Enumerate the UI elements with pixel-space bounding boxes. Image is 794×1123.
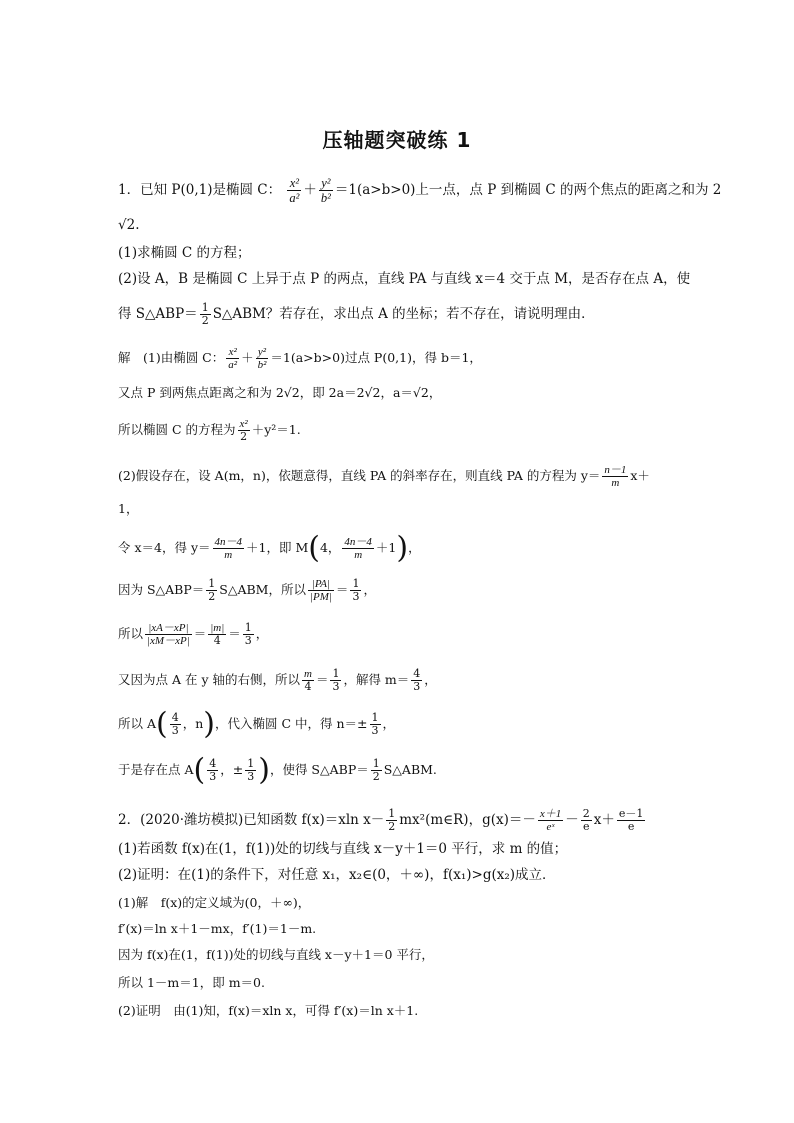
numerator: e－1 — [618, 807, 644, 820]
denominator: 2 — [240, 430, 248, 443]
denominator: e — [582, 820, 590, 833]
text: ± — [232, 762, 244, 777]
fraction — [302, 668, 314, 693]
solution-1-line-11 — [118, 752, 437, 788]
denominator: 3 — [209, 770, 217, 783]
denominator: 3 — [352, 590, 360, 603]
text: ＝ — [193, 626, 207, 641]
numerator: 1 — [201, 301, 209, 314]
denominator: 4 — [304, 680, 312, 693]
comma: ， — [220, 762, 233, 777]
text: ，n — [182, 716, 204, 731]
text: 1 — [348, 182, 357, 198]
denominator: e — [627, 820, 635, 833]
problem-1-line-2: √2. — [118, 217, 140, 233]
numerator: 1 — [208, 577, 216, 590]
text: ＝ — [335, 582, 349, 597]
fraction — [411, 668, 422, 693]
plus-sign: ＋ — [241, 350, 254, 365]
fraction — [208, 622, 226, 647]
fraction — [617, 808, 646, 833]
fraction — [581, 808, 592, 833]
solution-2-line-2: f′(x)＝ln x＋1－mx，f′(1)＝1－m. — [118, 921, 317, 936]
solution-1-line-3 — [118, 418, 301, 443]
text: 又因为点 A 在 y 轴的右侧，所以 — [118, 672, 300, 687]
denominator: b² — [320, 191, 331, 205]
solution-1-line-7 — [118, 578, 376, 603]
problem-1-line-1 — [118, 176, 721, 205]
denominator: m — [354, 549, 363, 561]
fraction — [371, 758, 382, 783]
fraction — [256, 346, 269, 371]
solution-2-line-4: 所以 1－m＝1，即 m＝0. — [118, 975, 265, 990]
numerator: 1 — [388, 807, 396, 820]
text: 因为 S△ABP＝ — [118, 582, 205, 597]
text: ＋1，即 M — [246, 540, 309, 555]
numerator: 4n－4 — [214, 536, 243, 548]
numerator: 4n－4 — [344, 536, 372, 548]
text: (2)假设存在，设 A(m，n)，依题意得，直线 PA 的斜率存在，则直线 PA 的方程为 y＝ — [118, 468, 601, 483]
solution-1-line-2: 又点 P 到两焦点距离之和为 2√2，即 2a＝2√2，a＝√2， — [118, 385, 442, 400]
text: ，使得 S△ABP＝ — [269, 762, 369, 777]
denominator: 3 — [244, 634, 252, 647]
denominator: 2 — [372, 770, 380, 783]
solution-1-line-6 — [118, 530, 421, 566]
numerator: x² — [239, 418, 248, 430]
solution-2-line-5: (2)证明 由(1)知，f(x)＝xln x，可得 f′(x)＝ln x＋1. — [118, 1003, 419, 1018]
left-paren: ( — [193, 752, 206, 788]
numerator: |PA| — [308, 578, 334, 591]
denominator: 4 — [213, 634, 221, 647]
text: (a>b>0)上一点，点 P 到椭圆 C 的两个焦点的距离之和为 2 — [356, 182, 722, 198]
text: 得 S△ABP＝ — [118, 306, 198, 322]
text: ＝1(a>b>0)过点 P(0,1)，得 b＝1， — [270, 350, 482, 365]
denominator: m — [611, 477, 620, 489]
equals-sign: ＝ — [334, 182, 349, 198]
text: 令 x＝4，得 y＝ — [118, 540, 211, 555]
numerator: m — [303, 668, 312, 680]
problem-2-part-2: (2)证明：在(1)的条件下，对任意 x₁，x₂∈(0，＋∞)，f(x₁)>g(x₂)成立． — [118, 867, 556, 883]
minus-sign: － — [565, 812, 579, 828]
solution-2-line-3: 因为 f(x)在(1，f(1))处的切线与直线 x－y＋1＝0 平行， — [118, 947, 434, 962]
numerator: y² — [256, 346, 269, 359]
text: ，解得 m＝ — [343, 672, 410, 687]
fraction — [170, 712, 181, 737]
fraction — [287, 176, 301, 205]
numerator: 4 — [209, 757, 217, 770]
numerator: |xA－xP| — [145, 622, 192, 635]
text: x＋ — [593, 812, 615, 828]
fraction — [308, 578, 334, 603]
fraction — [200, 302, 211, 327]
fraction — [319, 176, 333, 205]
comma: ， — [382, 716, 396, 731]
numerator: 1 — [352, 577, 360, 590]
solution-1-line-4 — [118, 464, 650, 489]
solution-1-line-8 — [118, 622, 268, 647]
denominator: 3 — [247, 770, 255, 783]
text: ＝ — [228, 626, 241, 641]
text: 2．(2020·潍坊模拟)已知函数 f(x)＝xln x－ — [118, 812, 385, 828]
comma: ， — [255, 626, 269, 641]
fraction — [245, 758, 256, 783]
text: 1．已知 P(0,1)是椭圆 C： — [118, 182, 282, 198]
numerator: 2 — [582, 807, 590, 820]
solution-1-line-1 — [118, 346, 482, 371]
left-paren: ( — [156, 706, 168, 742]
numerator: 1 — [247, 757, 255, 770]
right-paren: ) — [396, 530, 409, 566]
text: 所以椭圆 C 的方程为 — [118, 422, 236, 437]
fraction — [145, 622, 192, 647]
denominator: b² — [257, 359, 267, 371]
fraction — [213, 536, 245, 561]
denominator: |xM－xP| — [147, 635, 190, 647]
solution-2-line-1: (1)解 f(x)的定义域为(0，＋∞)， — [118, 895, 311, 910]
solution-1-line-5: 1， — [118, 501, 139, 516]
comma: ， — [408, 540, 421, 555]
fraction — [350, 578, 361, 603]
text: 所以 — [118, 626, 144, 641]
numerator: 4 — [171, 711, 179, 724]
right-paren: ) — [258, 752, 270, 788]
fraction — [243, 622, 254, 647]
denominator: 3 — [413, 680, 421, 693]
fraction — [370, 712, 381, 737]
numerator: 1 — [371, 711, 379, 724]
left-paren: ( — [308, 530, 320, 566]
numerator: x² — [226, 346, 239, 359]
numerator: y² — [319, 176, 333, 191]
fraction — [238, 418, 250, 443]
denominator: 3 — [171, 724, 179, 737]
numerator: 1 — [332, 667, 340, 680]
denominator: eˣ — [546, 821, 555, 833]
problem-2-part-1: (1)若函数 f(x)在(1，f(1))处的切线与直线 x－y＋1＝0 平行，求 m 的值； — [118, 841, 568, 857]
comma: ， — [424, 672, 437, 687]
fraction — [226, 346, 239, 371]
problem-1-part-1: (1)求椭圆 C 的方程； — [118, 245, 251, 261]
fraction — [207, 758, 218, 783]
denominator: 3 — [332, 680, 340, 693]
denominator: 2 — [208, 590, 216, 603]
numerator: n－1 — [604, 464, 627, 476]
text: ，代入椭圆 C 中，得 n＝± — [215, 716, 368, 731]
text: ＋1 — [375, 540, 397, 555]
denominator: 3 — [371, 724, 379, 737]
problem-1-part-2-cont — [118, 302, 595, 327]
numerator: x＋1 — [539, 808, 562, 820]
numerator: 1 — [244, 621, 252, 634]
text: 解 (1)由椭圆 C： — [118, 350, 225, 365]
text: x＋ — [630, 468, 650, 483]
numerator: 4 — [413, 667, 421, 680]
fraction — [330, 668, 341, 693]
denominator: |PM| — [309, 591, 332, 603]
text: 所以 A — [118, 716, 157, 731]
problem-2-line-1 — [118, 808, 647, 833]
text: 于是存在点 A — [118, 762, 194, 777]
numerator: |m| — [210, 622, 225, 634]
fraction — [342, 536, 374, 561]
numerator: 1 — [372, 757, 380, 770]
fraction — [602, 464, 628, 489]
fraction — [386, 808, 397, 833]
text: S△ABM？若存在，求出点 A 的坐标；若不存在，请说明理由． — [212, 306, 595, 322]
problem-1-part-2: (2)设 A，B 是椭圆 C 上异于点 P 的两点，直线 PA 与直线 x＝4 交于点 M，是否存在点 A，使 — [118, 271, 691, 287]
plus-sign: ＋ — [303, 182, 317, 198]
fraction — [206, 578, 217, 603]
text: ＋y²＝1. — [251, 422, 301, 437]
denominator: 2 — [201, 314, 209, 327]
text: 4， — [319, 540, 341, 555]
solution-1-line-9 — [118, 668, 437, 693]
fraction — [538, 808, 563, 833]
numerator: x² — [287, 176, 301, 191]
page-title: 压轴题突破练 1 — [322, 128, 472, 152]
comma: ， — [363, 582, 376, 597]
denominator: a² — [289, 191, 300, 205]
text: mx²(m∈R)，g(x)＝－ — [399, 812, 536, 828]
text: S△ABM. — [383, 762, 437, 777]
denominator: m — [224, 549, 233, 561]
solution-1-line-10 — [118, 706, 396, 742]
denominator: 2 — [388, 820, 396, 833]
text: ＝ — [315, 672, 329, 687]
text: S△ABM，所以 — [219, 582, 306, 597]
right-paren: ) — [203, 706, 216, 742]
denominator: a² — [228, 359, 238, 371]
